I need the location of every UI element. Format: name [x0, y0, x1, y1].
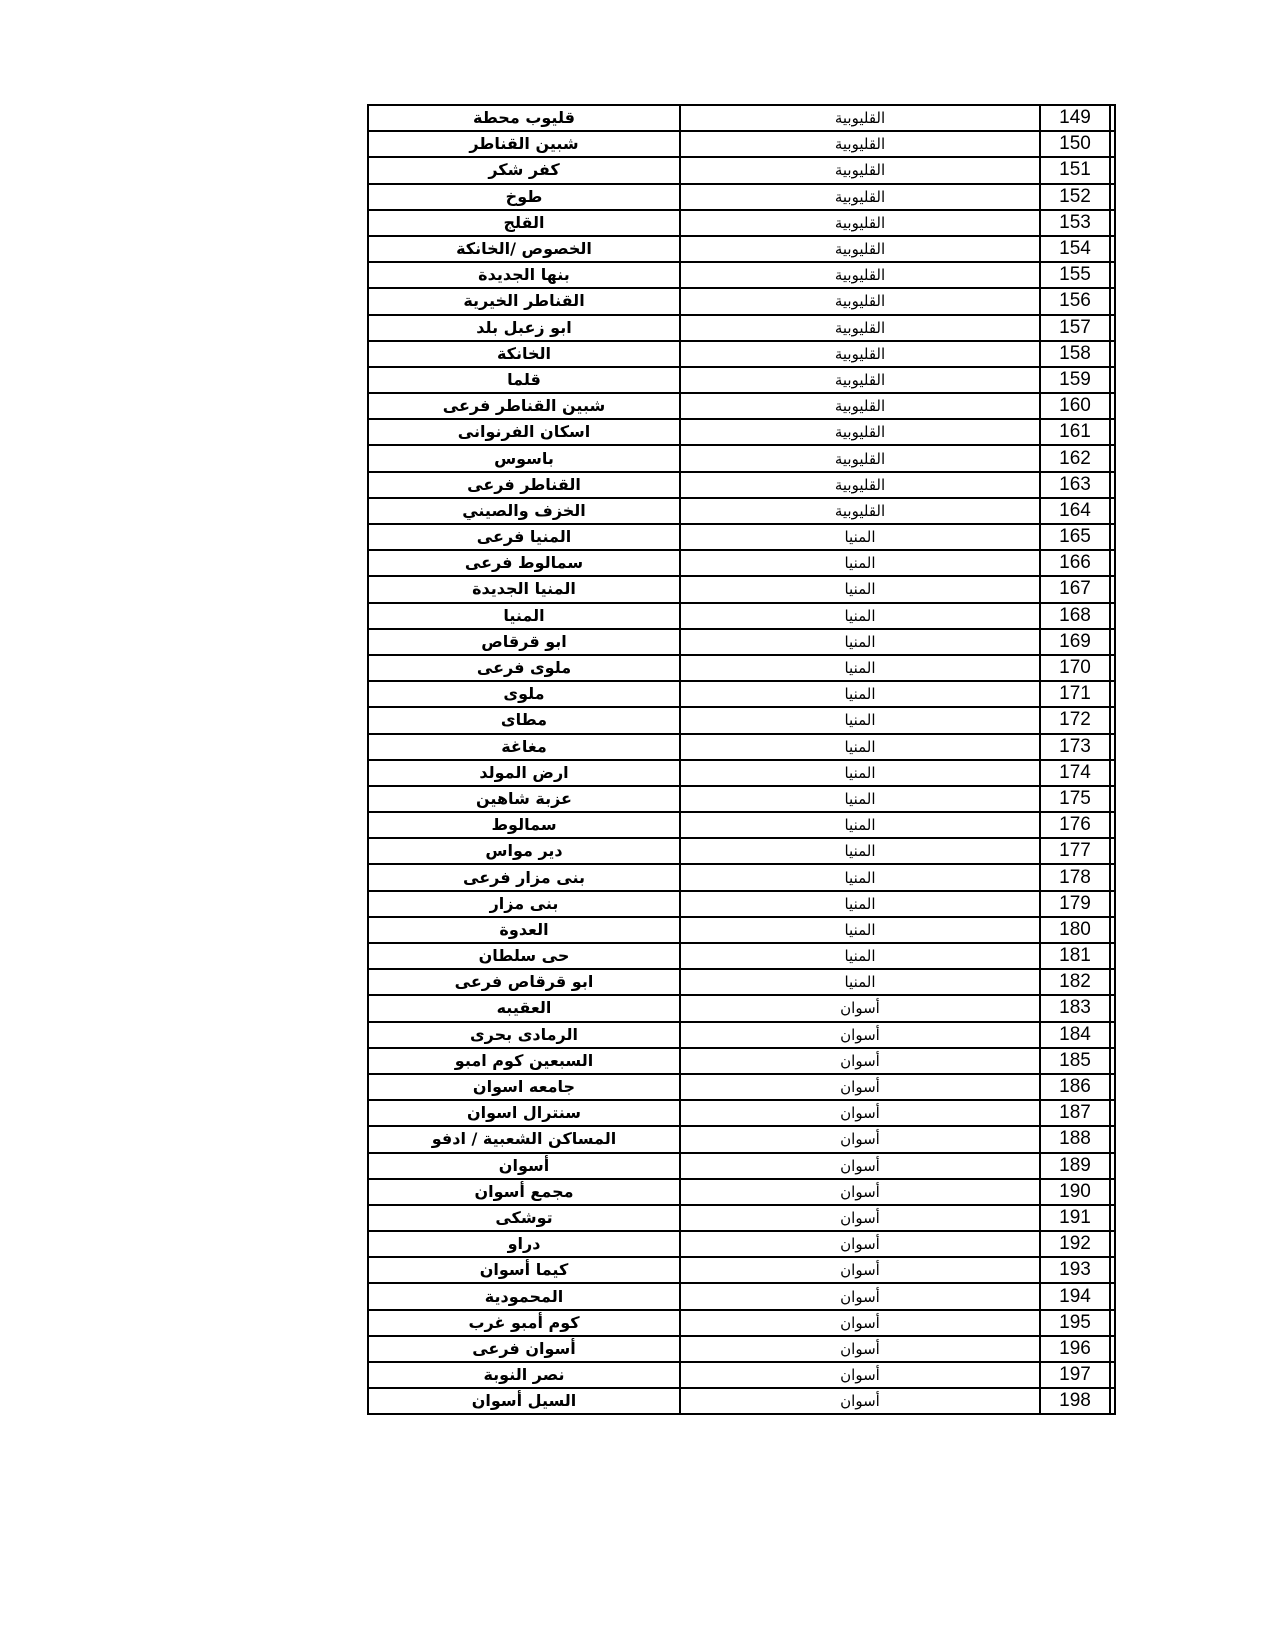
- governorate-cell: القليوبية: [680, 131, 1040, 157]
- governorate-cell: المنيا: [680, 943, 1040, 969]
- office-name-cell: مجمع أسوان: [368, 1179, 680, 1205]
- row-number-cell: 155: [1040, 262, 1110, 288]
- table-edge-cell: [1110, 367, 1115, 393]
- governorate-cell: القليوبية: [680, 105, 1040, 131]
- row-number-cell: 190: [1040, 1179, 1110, 1205]
- row-number-cell: 183: [1040, 995, 1110, 1021]
- office-name-cell: السبعين كوم امبو: [368, 1048, 680, 1074]
- table-row: [368, 1022, 1115, 1048]
- table-edge-cell: [1110, 707, 1115, 733]
- office-name-cell: الخزف والصيني: [368, 498, 680, 524]
- table-row: [368, 786, 1115, 812]
- table-row: [368, 1336, 1115, 1362]
- governorate-cell: المنيا: [680, 681, 1040, 707]
- office-name-cell: الرمادى بحرى: [368, 1022, 680, 1048]
- office-name-cell: المنيا فرعى: [368, 524, 680, 550]
- table-edge-cell: [1110, 1048, 1115, 1074]
- governorate-cell: القليوبية: [680, 367, 1040, 393]
- table-edge-cell: [1110, 1205, 1115, 1231]
- office-name-cell: ارض المولد: [368, 760, 680, 786]
- row-number-cell: 196: [1040, 1336, 1110, 1362]
- table-row: [368, 550, 1115, 576]
- table-row: [368, 655, 1115, 681]
- governorate-cell: المنيا: [680, 707, 1040, 733]
- table-edge-cell: [1110, 864, 1115, 890]
- table-row: [368, 1205, 1115, 1231]
- governorate-cell: القليوبية: [680, 472, 1040, 498]
- governorate-cell: المنيا: [680, 629, 1040, 655]
- table-edge-cell: [1110, 995, 1115, 1021]
- row-number-cell: 174: [1040, 760, 1110, 786]
- table-edge-cell: [1110, 393, 1115, 419]
- office-name-cell: بنى مزار فرعى: [368, 864, 680, 890]
- office-name-cell: المساكن الشعبية / ادفو: [368, 1126, 680, 1152]
- table-row: [368, 157, 1115, 183]
- governorate-cell: المنيا: [680, 760, 1040, 786]
- table-row: [368, 315, 1115, 341]
- governorate-cell: القليوبية: [680, 157, 1040, 183]
- office-name-cell: المنيا: [368, 603, 680, 629]
- table-edge-cell: [1110, 1153, 1115, 1179]
- office-name-cell: توشكى: [368, 1205, 680, 1231]
- table-row: [368, 472, 1115, 498]
- table-row: [368, 1179, 1115, 1205]
- governorate-cell: القليوبية: [680, 262, 1040, 288]
- table-row: [368, 681, 1115, 707]
- office-name-cell: سنترال اسوان: [368, 1100, 680, 1126]
- table-edge-cell: [1110, 1126, 1115, 1152]
- row-number-cell: 163: [1040, 472, 1110, 498]
- table-row: [368, 1257, 1115, 1283]
- table-row: [368, 184, 1115, 210]
- table-row: [368, 1100, 1115, 1126]
- governorate-cell: أسوان: [680, 1048, 1040, 1074]
- table-edge-cell: [1110, 105, 1115, 131]
- governorate-cell: المنيا: [680, 838, 1040, 864]
- table-edge-cell: [1110, 236, 1115, 262]
- table-row: [368, 1362, 1115, 1388]
- table-row: [368, 838, 1115, 864]
- row-number-cell: 194: [1040, 1283, 1110, 1309]
- row-number-cell: 158: [1040, 341, 1110, 367]
- governorate-cell: أسوان: [680, 1388, 1040, 1414]
- governorate-cell: أسوان: [680, 1283, 1040, 1309]
- office-name-cell: ملوى: [368, 681, 680, 707]
- table-edge-cell: [1110, 210, 1115, 236]
- row-number-cell: 169: [1040, 629, 1110, 655]
- row-number-cell: 176: [1040, 812, 1110, 838]
- table-edge-cell: [1110, 838, 1115, 864]
- office-name-cell: المحمودية: [368, 1283, 680, 1309]
- table-row: [368, 603, 1115, 629]
- row-number-cell: 154: [1040, 236, 1110, 262]
- office-name-cell: شبين القناطر: [368, 131, 680, 157]
- row-number-cell: 187: [1040, 1100, 1110, 1126]
- table-row: [368, 1153, 1115, 1179]
- governorate-cell: المنيا: [680, 786, 1040, 812]
- table-edge-cell: [1110, 1074, 1115, 1100]
- governorate-cell: أسوان: [680, 1179, 1040, 1205]
- row-number-cell: 188: [1040, 1126, 1110, 1152]
- table-edge-cell: [1110, 812, 1115, 838]
- table-row: [368, 1074, 1115, 1100]
- table-body: [368, 105, 1115, 1414]
- table-row: [368, 707, 1115, 733]
- table-edge-cell: [1110, 1100, 1115, 1126]
- office-name-cell: بنى مزار: [368, 891, 680, 917]
- office-name-cell: القناطر فرعى: [368, 472, 680, 498]
- office-name-cell: نصر النوبة: [368, 1362, 680, 1388]
- governorate-cell: القليوبية: [680, 341, 1040, 367]
- row-number-cell: 185: [1040, 1048, 1110, 1074]
- office-name-cell: كيما أسوان: [368, 1257, 680, 1283]
- governorate-cell: أسوان: [680, 1310, 1040, 1336]
- table-edge-cell: [1110, 786, 1115, 812]
- table-edge-cell: [1110, 419, 1115, 445]
- governorate-cell: المنيا: [680, 603, 1040, 629]
- governorate-cell: المنيا: [680, 891, 1040, 917]
- governorate-cell: المنيا: [680, 655, 1040, 681]
- table-row: [368, 1231, 1115, 1257]
- governorate-cell: المنيا: [680, 917, 1040, 943]
- row-number-cell: 171: [1040, 681, 1110, 707]
- table-row: [368, 1048, 1115, 1074]
- governorate-cell: القليوبية: [680, 315, 1040, 341]
- table-row: [368, 1126, 1115, 1152]
- row-number-cell: 156: [1040, 288, 1110, 314]
- table-row: [368, 367, 1115, 393]
- table-edge-cell: [1110, 131, 1115, 157]
- governorate-cell: القليوبية: [680, 419, 1040, 445]
- table-edge-cell: [1110, 1336, 1115, 1362]
- table-row: [368, 629, 1115, 655]
- table-row: [368, 131, 1115, 157]
- row-number-cell: 166: [1040, 550, 1110, 576]
- governorate-cell: المنيا: [680, 734, 1040, 760]
- office-name-cell: دير مواس: [368, 838, 680, 864]
- office-name-cell: الخانكة: [368, 341, 680, 367]
- table-edge-cell: [1110, 1179, 1115, 1205]
- table-row: [368, 498, 1115, 524]
- office-name-cell: مطاى: [368, 707, 680, 733]
- row-number-cell: 182: [1040, 969, 1110, 995]
- table-row: [368, 864, 1115, 890]
- table-row: [368, 1283, 1115, 1309]
- row-number-cell: 180: [1040, 917, 1110, 943]
- row-number-cell: 191: [1040, 1205, 1110, 1231]
- row-number-cell: 160: [1040, 393, 1110, 419]
- table-edge-cell: [1110, 1362, 1115, 1388]
- table-row: [368, 576, 1115, 602]
- governorate-cell: القليوبية: [680, 445, 1040, 471]
- office-name-cell: دراو: [368, 1231, 680, 1257]
- table-row: [368, 917, 1115, 943]
- table-row: [368, 236, 1115, 262]
- table-row: [368, 105, 1115, 131]
- governorate-cell: القليوبية: [680, 498, 1040, 524]
- table-row: [368, 445, 1115, 471]
- office-name-cell: سمالوط: [368, 812, 680, 838]
- row-number-cell: 170: [1040, 655, 1110, 681]
- governorate-cell: المنيا: [680, 550, 1040, 576]
- office-name-cell: حى سلطان: [368, 943, 680, 969]
- governorate-cell: أسوان: [680, 1126, 1040, 1152]
- governorate-cell: القليوبية: [680, 184, 1040, 210]
- office-name-cell: العدوة: [368, 917, 680, 943]
- office-name-cell: الخصوص /الخانكة: [368, 236, 680, 262]
- table-edge-cell: [1110, 1022, 1115, 1048]
- table-row: [368, 1388, 1115, 1414]
- table-edge-cell: [1110, 734, 1115, 760]
- office-name-cell: السيل أسوان: [368, 1388, 680, 1414]
- table-row: [368, 943, 1115, 969]
- table-edge-cell: [1110, 891, 1115, 917]
- governorate-cell: القليوبية: [680, 236, 1040, 262]
- row-number-cell: 157: [1040, 315, 1110, 341]
- office-name-cell: كوم أمبو غرب: [368, 1310, 680, 1336]
- governorate-cell: أسوان: [680, 1074, 1040, 1100]
- row-number-cell: 197: [1040, 1362, 1110, 1388]
- post-office-table: [367, 104, 1116, 1415]
- table-edge-cell: [1110, 1310, 1115, 1336]
- post-office-table-sheet: [367, 104, 1114, 1415]
- table-edge-cell: [1110, 603, 1115, 629]
- governorate-cell: المنيا: [680, 812, 1040, 838]
- table-row: [368, 760, 1115, 786]
- table-row: [368, 262, 1115, 288]
- table-edge-cell: [1110, 969, 1115, 995]
- table-edge-cell: [1110, 629, 1115, 655]
- table-edge-cell: [1110, 917, 1115, 943]
- table-edge-cell: [1110, 550, 1115, 576]
- office-name-cell: المنيا الجديدة: [368, 576, 680, 602]
- governorate-cell: أسوان: [680, 1153, 1040, 1179]
- table-edge-cell: [1110, 576, 1115, 602]
- office-name-cell: سمالوط فرعى: [368, 550, 680, 576]
- table-edge-cell: [1110, 184, 1115, 210]
- row-number-cell: 181: [1040, 943, 1110, 969]
- table-edge-cell: [1110, 681, 1115, 707]
- table-row: [368, 995, 1115, 1021]
- table-row: [368, 891, 1115, 917]
- table-edge-cell: [1110, 315, 1115, 341]
- table-row: [368, 734, 1115, 760]
- table-row: [368, 812, 1115, 838]
- office-name-cell: بنها الجديدة: [368, 262, 680, 288]
- table-edge-cell: [1110, 760, 1115, 786]
- row-number-cell: 177: [1040, 838, 1110, 864]
- row-number-cell: 150: [1040, 131, 1110, 157]
- table-row: [368, 393, 1115, 419]
- row-number-cell: 195: [1040, 1310, 1110, 1336]
- row-number-cell: 179: [1040, 891, 1110, 917]
- office-name-cell: شبين القناطر فرعى: [368, 393, 680, 419]
- row-number-cell: 178: [1040, 864, 1110, 890]
- row-number-cell: 173: [1040, 734, 1110, 760]
- table-edge-cell: [1110, 288, 1115, 314]
- row-number-cell: 159: [1040, 367, 1110, 393]
- governorate-cell: أسوان: [680, 1231, 1040, 1257]
- governorate-cell: أسوان: [680, 1022, 1040, 1048]
- governorate-cell: القليوبية: [680, 288, 1040, 314]
- office-name-cell: ابو قرقاص فرعى: [368, 969, 680, 995]
- table-edge-cell: [1110, 262, 1115, 288]
- office-name-cell: العقيبه: [368, 995, 680, 1021]
- row-number-cell: 149: [1040, 105, 1110, 131]
- row-number-cell: 186: [1040, 1074, 1110, 1100]
- table-edge-cell: [1110, 524, 1115, 550]
- table-row: [368, 341, 1115, 367]
- row-number-cell: 165: [1040, 524, 1110, 550]
- governorate-cell: المنيا: [680, 864, 1040, 890]
- table-edge-cell: [1110, 1231, 1115, 1257]
- row-number-cell: 151: [1040, 157, 1110, 183]
- row-number-cell: 152: [1040, 184, 1110, 210]
- table-row: [368, 419, 1115, 445]
- office-name-cell: طوخ: [368, 184, 680, 210]
- table-row: [368, 524, 1115, 550]
- row-number-cell: 193: [1040, 1257, 1110, 1283]
- row-number-cell: 198: [1040, 1388, 1110, 1414]
- governorate-cell: أسوان: [680, 1362, 1040, 1388]
- row-number-cell: 168: [1040, 603, 1110, 629]
- office-name-cell: جامعه اسوان: [368, 1074, 680, 1100]
- office-name-cell: قلما: [368, 367, 680, 393]
- table-edge-cell: [1110, 341, 1115, 367]
- table-edge-cell: [1110, 157, 1115, 183]
- table-row: [368, 210, 1115, 236]
- table-edge-cell: [1110, 472, 1115, 498]
- row-number-cell: 162: [1040, 445, 1110, 471]
- office-name-cell: القلج: [368, 210, 680, 236]
- table-row: [368, 1310, 1115, 1336]
- office-name-cell: أسوان: [368, 1153, 680, 1179]
- row-number-cell: 172: [1040, 707, 1110, 733]
- office-name-cell: مغاغة: [368, 734, 680, 760]
- office-name-cell: باسوس: [368, 445, 680, 471]
- row-number-cell: 192: [1040, 1231, 1110, 1257]
- governorate-cell: المنيا: [680, 576, 1040, 602]
- row-number-cell: 164: [1040, 498, 1110, 524]
- table-edge-cell: [1110, 943, 1115, 969]
- office-name-cell: القناطر الخيرية: [368, 288, 680, 314]
- row-number-cell: 175: [1040, 786, 1110, 812]
- row-number-cell: 161: [1040, 419, 1110, 445]
- office-name-cell: كفر شكر: [368, 157, 680, 183]
- office-name-cell: ابو زعبل بلد: [368, 315, 680, 341]
- governorate-cell: أسوان: [680, 995, 1040, 1021]
- governorate-cell: أسوان: [680, 1336, 1040, 1362]
- governorate-cell: المنيا: [680, 524, 1040, 550]
- office-name-cell: ابو قرقاص: [368, 629, 680, 655]
- governorate-cell: المنيا: [680, 969, 1040, 995]
- governorate-cell: القليوبية: [680, 210, 1040, 236]
- office-name-cell: أسوان فرعى: [368, 1336, 680, 1362]
- governorate-cell: القليوبية: [680, 393, 1040, 419]
- table-edge-cell: [1110, 1257, 1115, 1283]
- table-edge-cell: [1110, 1388, 1115, 1414]
- table-edge-cell: [1110, 655, 1115, 681]
- table-edge-cell: [1110, 1283, 1115, 1309]
- office-name-cell: قليوب محطة: [368, 105, 680, 131]
- table-row: [368, 969, 1115, 995]
- office-name-cell: ملوى فرعى: [368, 655, 680, 681]
- table-row: [368, 288, 1115, 314]
- governorate-cell: أسوان: [680, 1100, 1040, 1126]
- table-edge-cell: [1110, 498, 1115, 524]
- row-number-cell: 189: [1040, 1153, 1110, 1179]
- office-name-cell: اسكان الفرنوانى: [368, 419, 680, 445]
- governorate-cell: أسوان: [680, 1205, 1040, 1231]
- row-number-cell: 153: [1040, 210, 1110, 236]
- row-number-cell: 184: [1040, 1022, 1110, 1048]
- table-edge-cell: [1110, 445, 1115, 471]
- governorate-cell: أسوان: [680, 1257, 1040, 1283]
- row-number-cell: 167: [1040, 576, 1110, 602]
- office-name-cell: عزبة شاهين: [368, 786, 680, 812]
